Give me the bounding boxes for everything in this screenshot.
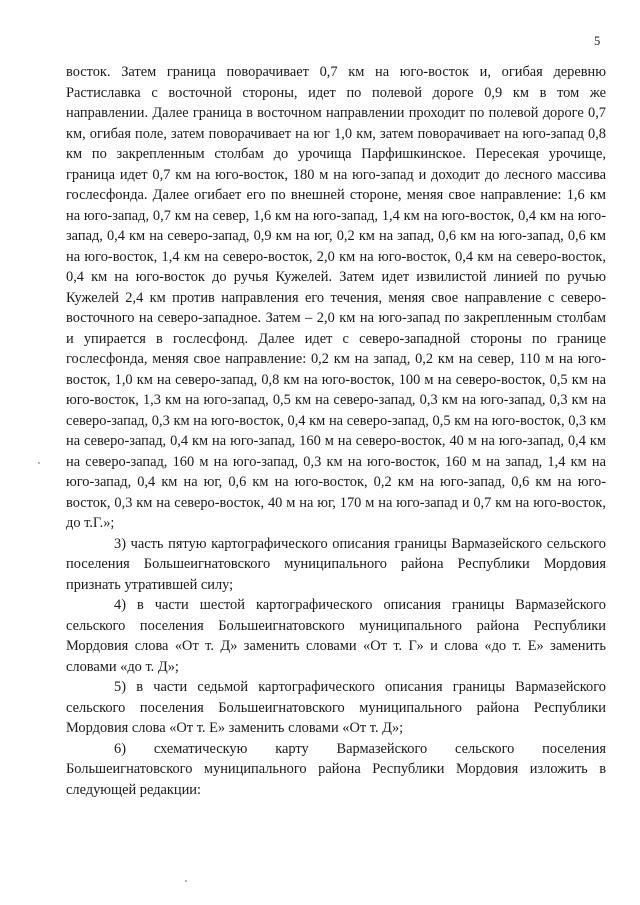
item-6-word: Вармазейского [336, 740, 428, 757]
page-number: 5 [594, 34, 601, 48]
item-6-word: карту [275, 740, 309, 757]
item-6-word: 6) [114, 740, 126, 757]
document-body [66, 62, 606, 800]
item-6-word: поселения [542, 740, 606, 757]
paragraph-item-6-rest: Большеигнатовского муниципального района Республики Мордовия изложить в следующей редакции: [66, 761, 606, 798]
paragraph-item-4: 4) в части шестой картографического описания границы Вармазейского сельского поселения Большеигнатовского муниципального района Республики Мордовия слова «От т. Д» заменить словами «От т. Г» и слова «до т. Е» заменить словами «до т. Д»; [66, 597, 606, 675]
paragraph-item-5: 5) в части седьмой картографического описания границы Вармазейского сельского поселения Большеигнатовского муниципального района Республики Мордовия слова «От т. Е» заменить словами «От т. Д»; [66, 679, 606, 736]
item-6-word: сельского [455, 740, 515, 757]
paragraph-item-6-first-line [66, 739, 606, 760]
paragraph-item-6 [66, 739, 606, 801]
paragraph-boundary-description: восток. Затем граница поворачивает 0,7 км на юго-восток и, огибая деревню Растиславка с восточной стороны, идет по полевой дороге 0,9 км в том же направлении. Далее граница в восточном направлении проходит по полевой дороге 0,7 км, огибая поле, затем поворачивает на юг 1,0 км, затем поворачивает на юго-запад 0,8 км по закрепленным столбам до урочища Парфишкинское. Пересекая урочище, граница идет 0,7 км на юго-восток, 180 м на юго-запад и доходит до лесного массива гослесфонда. Далее огибает его по внешней стороне, меняя свое направление: 1,6 км на юго-запад, 0,7 км на север, 1,6 км на юго-запад, 1,4 км на юго-восток, 0,4 км на юго-запад, 0,4 км на северо-запад, 0,9 км на юг, 0,2 км на запад, 0,6 км на юго-запад, 0,6 км на юго-восток, 1,4 км на северо-восток, 2,0 км на юго-восток, 0,4 км на северо-восток, 0,4 км на юго-восток до ручья Кужелей. Затем идет извилистой линией по ручью Кужелей 2,4 км против направления его течения, меняя свое направление с северо-восточного на северо-западное. Затем – 2,0 км на юго-запад по закрепленным столбам и упирается в гослесфонд. Далее идет с северо-западной стороны по границе гослесфонда, меняя свое направление: 0,2 км на запад, 0,2 км на север, 110 м на юго-восток, 1,0 км на северо-запад, 0,8 км на юго-восток, 100 м на северо-восток, 0,5 км на юго-восток, 1,3 км на юго-запад, 0,5 км на северо-запад, 0,3 км на юго-запад, 0,3 км на северо-запад, 0,3 км на юго-восток, 0,4 км на северо-запад, 0,5 км на юго-восток, 0,3 км на северо-запад, 0,4 км на юго-запад, 160 м на северо-восток, 40 м на юго-запад, 0,4 км на северо-запад, 160 м на юго-запад, 0,3 км на юго-восток, 160 м на запад, 1,4 км на юго-запад, 0,4 км на юг, 0,6 км на юго-восток, 0,2 км на юго-запад, 0,6 км на юго-восток, 0,3 км на северо-восток, 40 м на юг, 170 м на юго-запад и 0,7 км на юго-восток, до т.Г.»; [66, 64, 606, 531]
scan-speck [38, 462, 40, 464]
paragraph-item-3: 3) часть пятую картографического описания границы Вармазейского сельского поселения Большеигнатовского муниципального района Республики Мордовия признать утратившей силу; [66, 535, 606, 593]
scan-speck [185, 880, 187, 882]
item-6-word: схематическую [153, 740, 248, 757]
